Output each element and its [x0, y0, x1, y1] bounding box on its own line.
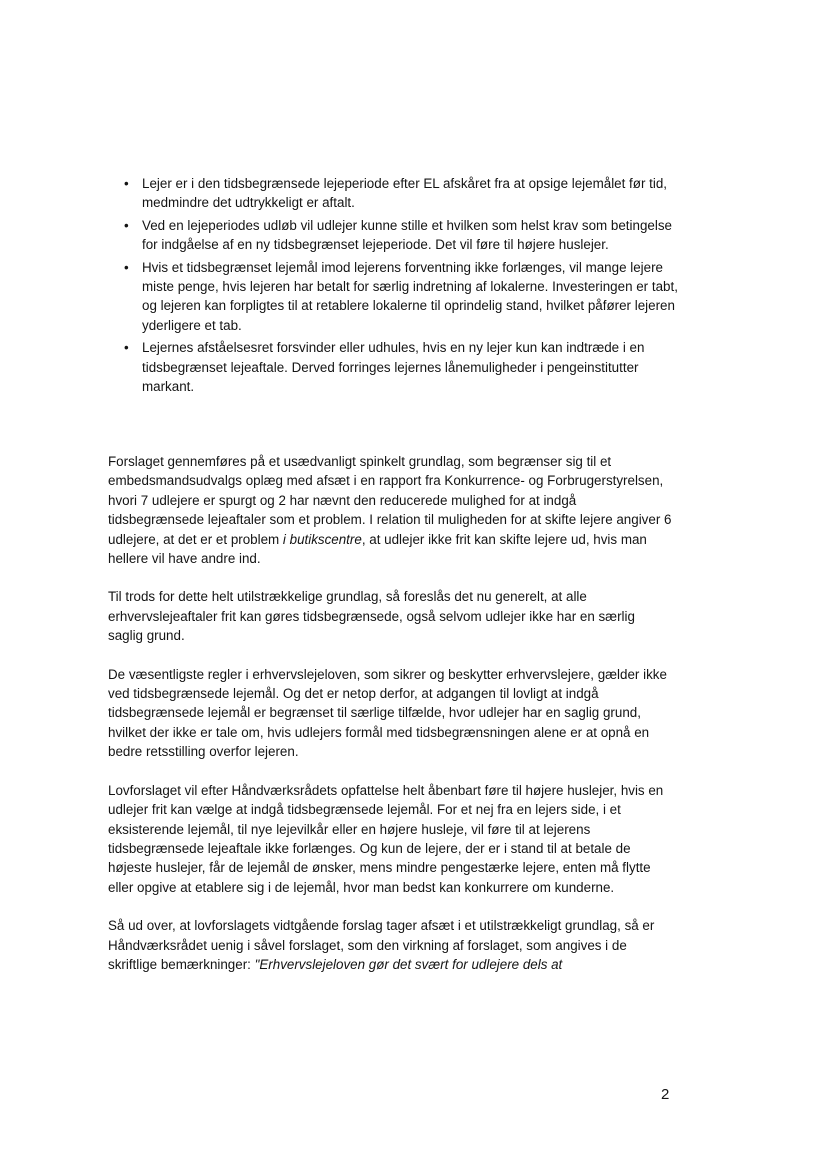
- bullet-dot: •: [124, 217, 129, 233]
- bullet-text: Ved en lejeperiodes udløb vil udlejer kunne stille et hvilken som helst krav som betingelse for indgåelse af en ny tidsbegrænset lejeperiode. Det vil føre til højere huslejer.: [142, 217, 672, 253]
- paragraph-quote-text: "Erhvervslejeloven gør det svært for udlejere dels at: [254, 956, 563, 972]
- bullet-item: [108, 258, 682, 336]
- bullet-item: [108, 216, 682, 255]
- bullet-dot: •: [124, 176, 129, 191]
- bullet-item: [108, 338, 682, 396]
- paragraph-text: Så ud over, at lovforslagets vidtgående forslag tager afsæt i et utilstrækkeligt grundlag, så er Håndværksrådet uenig i såvel forslaget, som den virkning af forslaget, som angives i de skriftlige bemærkninger:: [108, 918, 655, 972]
- paragraph-grundlag: [108, 452, 672, 568]
- paragraph-text: , at udlejer ikke frit kan skifte lejere ud, hvis man hellere vil have andre ind.: [108, 531, 647, 567]
- bullet-dot: •: [124, 259, 129, 275]
- paragraph-bemaerkninger: [108, 916, 672, 974]
- bullet-dot: •: [124, 340, 129, 356]
- paragraph-generelt: Til trods for dette helt utilstrækkelige grundlag, så foreslås det nu generelt, at alle erhvervslejeaftaler frit kan gøres tidsbegrænsede, også selvom udlejer ikke har en særlig saglig grund.: [108, 589, 635, 644]
- bullet-list: [108, 174, 682, 399]
- paragraph-huslejer: Lovforslaget vil efter Håndværksrådets opfattelse helt åbenbart føre til højere huslejer, hvis en udlejer frit kan vælge at indgå tidsbegrænsede lejemål. For et nej fra en lejers side, i et eksisterende lejemål, til nye lejevilkår eller en højere husleje, vil føre til at lejerens tidsbegrænsede lejeaftale ikke forlænges. Og kun de lejere, der er i stand til at betale de højeste huslejer, får de lejemål de ønsker, mens mindre pengestærke lejere, enten må flytte eller opgive at etablere sig i de lejemål, hvor man bedst kan konkurrere om kunderne.: [108, 782, 664, 895]
- paragraph-text: Forslaget gennemføres på et usædvanligt spinkelt grundlag, som begrænser sig til et embedsmandsudvalgs oplæg med afsæt i en rapport fra Konkurrence- og Forbrugerstyrelsen, hvori 7 udlejere er spurgt og 2 har nævnt den reducerede mulighed for at indgå tidsbegrænsede lejeaftaler som et problem. I relation til muligheden for at skifte lejere angiver 6 udlejere, at det er et problem: [108, 454, 672, 547]
- bullet-text: Lejer er i den tidsbegrænsede lejeperiode efter EL afskåret fra at opsige lejemålet før tid, medmindre det udtrykkeligt er aftalt.: [142, 176, 668, 211]
- bullet-text: Lejernes afståelsesret forsvinder eller udhules, hvis en ny lejer kun kan indtræde i en tidsbegrænset lejeaftale. Derved forringes lejernes lånemuligheder i pengeinstitutter markant.: [142, 340, 645, 395]
- body-text: [108, 452, 672, 993]
- paragraph-italic-text: i butikscentre: [282, 531, 362, 547]
- bullet-item: [108, 174, 682, 213]
- paragraph-regler: De væsentligste regler i erhvervslejeloven, som sikrer og beskytter erhvervslejere, gælder ikke ved tidsbegrænsede lejemål. Og det er netop derfor, at adgangen til lovligt at indgå tidsbegrænsede lejemål er begrænset til særlige tilfælde, hvor udlejer har en saglig grund, hvilket der ikke er tale om, hvis udlejers formål med tidsbegrænsningen alene er at opnå en bedre retsstilling overfor lejeren.: [108, 666, 667, 760]
- bullet-text: Hvis et tidsbegrænset lejemål imod lejerens forventning ikke forlænges, vil mange lejere miste penge, hvis lejeren har betalt for særlig indretning af lokalerne. Investeringen er tabt, og lejeren kan forpligtes til at retablere lokalerne til oprindelig stand, hvilket påfører lejeren yderligere et tab.: [142, 259, 678, 333]
- page-number: 2: [661, 1086, 670, 1103]
